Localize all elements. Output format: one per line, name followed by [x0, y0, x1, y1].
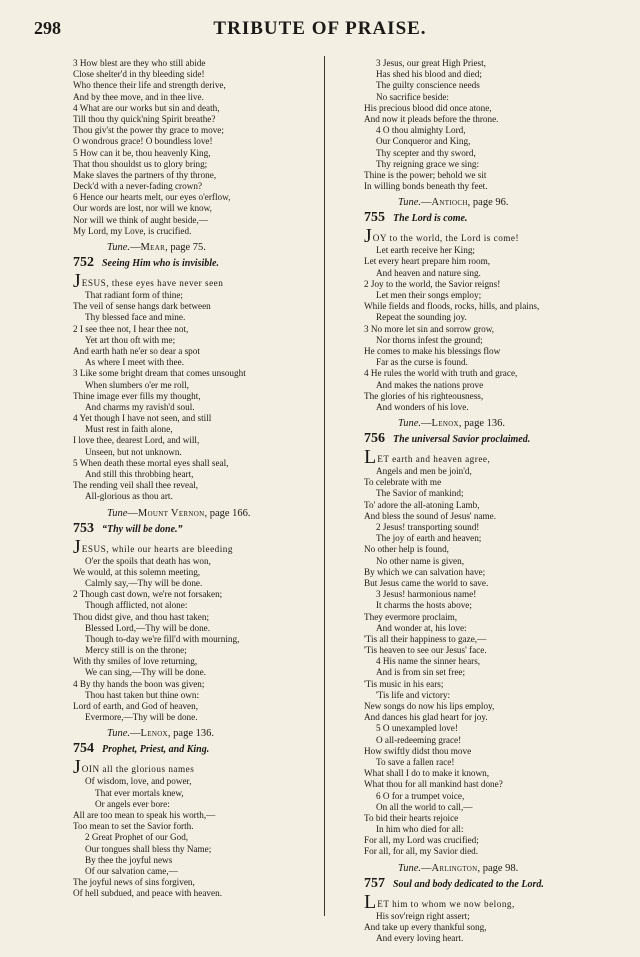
- first-line-text: OIN all the glorious names: [81, 764, 195, 775]
- verse-line: 3 Jesus, our great High Priest,: [376, 58, 486, 68]
- verse-line: 2 Great Prophet of our God,: [85, 832, 189, 843]
- verse-line: The guilty conscience needs: [376, 80, 480, 91]
- tune-prefix: Tune.: [398, 418, 422, 430]
- verse-line: Thine image ever fills my thought,: [73, 390, 201, 401]
- verse-line: Deck'd with a never-fading crown?: [73, 181, 203, 192]
- verse-line: Thy reigning grace we sing:: [376, 158, 480, 169]
- hymn-751-continuation: [73, 58, 325, 237]
- hymn-heading: [73, 522, 325, 537]
- verse-line: Nor will we think of aught beside,—: [73, 214, 208, 225]
- first-line-text: ESUS, these eyes have never seen: [81, 278, 224, 288]
- verse-line: What shall I do to make it known,: [364, 768, 490, 779]
- verse-line: 5 When death these mortal eyes shall seal,: [73, 457, 229, 468]
- verse-line: That radiant form of thine;: [85, 290, 183, 300]
- verse-line: And earth hath ne'er so dear a spot: [73, 345, 200, 356]
- hymn-heading: [73, 256, 325, 271]
- tune-line: [364, 862, 626, 875]
- verse-line: 4 His name the sinner hears,: [376, 656, 481, 667]
- verse-line: And charms my ravish'd soul.: [85, 401, 195, 412]
- verse-line: The joy of earth and heaven;: [376, 533, 482, 544]
- verse-line: In him who died for all:: [376, 824, 464, 835]
- verse-line: And heaven and nature sing.: [376, 267, 481, 278]
- verse-line: Mercy still is on the throne;: [85, 645, 187, 656]
- verse-line: Thou didst give, and thou hast taken;: [73, 611, 210, 622]
- verse-line: The glories of his righteousness,: [364, 390, 484, 401]
- drop-cap: J: [73, 757, 81, 777]
- verse-line: Let men their songs employ;: [376, 290, 482, 300]
- verse-line: O'er the spoils that death has won,: [85, 555, 211, 566]
- verse-line: Though to-day we're fill'd with mourning,: [85, 633, 240, 644]
- drop-cap: J: [73, 271, 81, 290]
- verse-line: His precious blood did once atone,: [364, 102, 492, 113]
- verse-line: Thou hast taken but thine own:: [85, 689, 200, 700]
- verse-line: What thou for all mankind hast done?: [364, 779, 503, 790]
- verse-line: Evermore,—Thy will be done.: [85, 712, 198, 723]
- verse-line: By which we can salvation have;: [364, 566, 486, 577]
- tune-dash: —: [421, 197, 432, 209]
- verse-line: My Lord, my Love, is crucified.: [73, 225, 192, 236]
- tune-line: [73, 507, 325, 520]
- verse-line: Who thence their life and strength derive,: [73, 80, 226, 91]
- verse-line: 3 How blest are they who still abide: [73, 58, 206, 68]
- verse-line: O wondrous grace! O boundless love!: [73, 136, 213, 147]
- verse-line: All-glorious as thou art.: [85, 491, 173, 502]
- verse-line: O all-redeeming grace!: [376, 734, 462, 745]
- drop-cap: L: [364, 891, 377, 911]
- verse-line: How swiftly didst thou move: [364, 745, 472, 756]
- tune-page: , page 98.: [477, 862, 519, 874]
- verse-line: And still this throbbing heart,: [85, 469, 194, 479]
- verse-line: And wonders of his love.: [376, 401, 469, 412]
- tune-page: , page 136.: [458, 418, 505, 430]
- verse-line: And bless the sound of Jesus' name.: [364, 510, 497, 521]
- verse-line: And is from sin set free;: [376, 667, 466, 678]
- tune-line: [364, 196, 626, 209]
- first-line-text: ESUS, while our hearts are bleeding: [81, 543, 233, 554]
- verse-line: Let earth receive her King;: [376, 245, 475, 256]
- verse-line: And dances his glad heart for joy.: [364, 712, 488, 723]
- hymn-title: “Thy will be done.”: [102, 523, 183, 535]
- verse-line: Though afflicted, not alone:: [85, 600, 188, 611]
- hymn-first-line: [73, 271, 325, 290]
- verse-line: Repeat the sounding joy.: [376, 312, 467, 323]
- verse-line: We would, at this solemn meeting,: [73, 566, 201, 577]
- tune-name: Arlington: [431, 862, 478, 874]
- hymn-753: [73, 507, 325, 724]
- verse-line: Thou giv'st the power thy grace to move;: [73, 125, 224, 136]
- verse-line: For all, for all, my Savior died.: [364, 846, 479, 857]
- verse-line: Our tongues shall bless thy Name;: [85, 843, 212, 854]
- tune-prefix: Tune.: [398, 862, 422, 874]
- first-line-text: ET earth and heaven agree,: [377, 454, 491, 465]
- verse-line: The veil of sense hangs dark between: [73, 301, 211, 312]
- verse-line: On all the world to call,—: [376, 801, 473, 812]
- verse-line: 3 Like some bright dream that comes unsought: [73, 368, 246, 379]
- verse-line: And by thee move, and in thee live.: [73, 91, 204, 102]
- hymn-number: 756: [364, 431, 385, 447]
- tune-line: [364, 417, 626, 430]
- first-line-text: OY to the world, the Lord is come!: [372, 233, 520, 244]
- verse-line: 2 Joy to the world, the Savior reigns!: [364, 278, 501, 289]
- verse-line: Nor thorns infest the ground;: [376, 334, 483, 345]
- verse-line: New songs do now his lips employ,: [364, 701, 495, 711]
- verse-line: 6 Hence our hearts melt, our eyes o'erflow,: [73, 192, 231, 203]
- hymn-title: Prophet, Priest, and King.: [102, 744, 210, 756]
- tune-name: Antioch: [431, 197, 468, 209]
- tune-dash: —: [130, 728, 141, 740]
- drop-cap: J: [364, 226, 372, 246]
- hymn-number: 753: [73, 520, 94, 536]
- verse-line: 'Tis all their happiness to gaze,—: [364, 633, 487, 644]
- tune-prefix: Tune.: [398, 197, 422, 209]
- verse-line: And every loving heart.: [376, 933, 464, 943]
- hymn-number: 754: [73, 741, 94, 757]
- verse-line: That ever mortals knew,: [95, 787, 184, 798]
- verse-line: 'Tis music in his ears;: [364, 678, 444, 689]
- tune-page: , page 136.: [167, 728, 214, 740]
- tune-name: Lenox: [431, 418, 459, 430]
- verse-line: He comes to make his blessings flow: [364, 345, 501, 356]
- verse-line: Angels and men be join'd,: [376, 466, 472, 477]
- verse-line: As where I meet with thee.: [85, 357, 184, 368]
- hymn-title: The Lord is come.: [393, 213, 468, 225]
- tune-prefix: Tune.: [107, 728, 131, 740]
- verse-line: The joyful news of sins forgiven,: [73, 877, 195, 888]
- verse-line: Of hell subdued, and peace with heaven.: [73, 888, 222, 899]
- verse-line: When slumbers o'er me roll,: [85, 379, 189, 390]
- verse-line: To save a fallen race!: [376, 756, 455, 767]
- verse-line: Make slaves the partners of thy throne,: [73, 169, 217, 180]
- tune-page: , page 166.: [204, 507, 251, 519]
- verse-line: 4 By thy hands the boon was given;: [73, 678, 205, 689]
- verse-line: 'Tis life and victory:: [376, 689, 451, 700]
- page-number: 298: [34, 18, 61, 38]
- verse-line: 6 O for a trumpet voice,: [376, 790, 465, 801]
- verse-line: Thine is the power; behold we sit: [364, 169, 487, 180]
- hymn-title: Soul and body dedicated to the Lord.: [393, 878, 544, 890]
- verse-line: 4 What are our works but sin and death,: [73, 102, 220, 113]
- hymn-title: The universal Savior proclaimed.: [393, 434, 531, 446]
- hymn-first-line: [73, 757, 325, 776]
- verse-line: Our words are lost, nor will we know,: [73, 203, 212, 214]
- drop-cap: L: [364, 447, 377, 467]
- hymn-754-continuation: [364, 58, 626, 192]
- tune-prefix: Tune: [107, 507, 128, 519]
- verse-line: And take up every thankful song,: [364, 921, 487, 932]
- tune-dash: —: [130, 242, 141, 253]
- verse-line: Close shelter'd in thy bleeding side!: [73, 69, 205, 80]
- verse-line: His sov'reign right assert;: [376, 910, 470, 921]
- verse-line: For all, my Lord was crucified;: [364, 835, 479, 846]
- verse-line: 5 How can it be, thou heavenly King,: [73, 147, 211, 158]
- right-column: [364, 58, 626, 944]
- verse-line: 3 No more let sin and sorrow grow,: [364, 323, 495, 334]
- verse-line: Must rest in faith alone,: [85, 424, 173, 435]
- verse-line: To bid their hearts rejoice: [364, 812, 459, 823]
- verse-line: No other name is given,: [376, 555, 465, 566]
- hymn-756: [364, 417, 626, 858]
- verse-line: Unseen, but not unknown.: [85, 446, 182, 457]
- verse-line: By thee the joyful news: [85, 854, 173, 865]
- tune-dash: —: [421, 862, 432, 874]
- verse-line: With thy smiles of love returning,: [73, 656, 198, 667]
- verse-line: To celebrate with me: [364, 477, 442, 488]
- tune-prefix: Tune.: [107, 242, 131, 253]
- hymn-heading: [364, 211, 626, 226]
- verse-line: 2 Though cast down, we're not forsaken;: [73, 589, 223, 600]
- hymn-first-line: [364, 226, 626, 245]
- hymn-first-line: [364, 892, 626, 911]
- verse-line: In willing bonds beneath thy feet.: [364, 181, 488, 192]
- verse-line: Too mean to set the Savior forth.: [73, 821, 194, 832]
- drop-cap: J: [73, 536, 81, 556]
- hymn-title: Seeing Him who is invisible.: [102, 258, 219, 269]
- tune-line: [73, 727, 325, 740]
- verse-line: Lord of earth, and God of heaven,: [73, 701, 199, 711]
- hymn-755: [364, 196, 626, 413]
- verse-line: But Jesus came the world to save.: [364, 577, 489, 588]
- verse-line: Or angels ever bore:: [95, 798, 170, 809]
- verse-line: 4 Yet though I have not seen, and still: [73, 413, 212, 424]
- verse-line: And wonder at, his love:: [376, 622, 467, 633]
- tune-dash: —: [127, 507, 138, 519]
- verse-line: While fields and floods, rocks, hills, and plains,: [364, 301, 540, 312]
- verse-line: The Savior of mankind;: [376, 488, 464, 499]
- verse-line: No other help is found,: [364, 544, 449, 555]
- verse-line: The rending veil shall thee reveal,: [73, 480, 199, 491]
- verse-line: 4 He rules the world with truth and grace,: [364, 368, 518, 379]
- verse-line: Let every heart prepare him room,: [364, 256, 491, 267]
- page-title: TRIBUTE OF PRAISE.: [213, 18, 427, 39]
- hymn-heading: [73, 742, 325, 757]
- hymn-number: 757: [364, 875, 385, 891]
- hymn-heading: [364, 877, 626, 892]
- page-header: [0, 0, 640, 48]
- tune-line: [73, 241, 325, 254]
- verse-line: Calmly say,—Thy will be done.: [85, 577, 203, 588]
- verse-line: 2 Jesus! transporting sound!: [376, 522, 480, 532]
- tune-page: , page 96.: [467, 197, 509, 209]
- hymn-752: [73, 241, 325, 503]
- verse-line: And makes the nations prove: [376, 379, 484, 390]
- verse-line: Of our salvation came,—: [85, 865, 178, 876]
- verse-line: That thou shouldst us to glory bring;: [73, 158, 208, 169]
- tune-name: Mear: [140, 242, 166, 253]
- hymn-754: [73, 727, 325, 899]
- left-column: [73, 58, 325, 899]
- verse-line: I love thee, dearest Lord, and will,: [73, 435, 200, 446]
- verse-line: 'Tis heaven to see our Jesus' face.: [364, 645, 487, 656]
- verse-line: 3 Jesus! harmonious name!: [376, 589, 477, 600]
- verse-line: We can sing,—Thy will be done.: [85, 667, 206, 678]
- hymn-number: 755: [364, 210, 385, 226]
- first-line-text: ET him to whom we now belong,: [377, 898, 515, 909]
- hymn-757: [364, 862, 626, 945]
- verse-line: Till thou thy quick'ning Spirit breathe?: [73, 113, 216, 124]
- verse-line: 4 O thou almighty Lord,: [376, 125, 466, 136]
- verse-line: Thy scepter and thy sword,: [376, 147, 476, 158]
- tune-name: Lenox: [140, 728, 168, 740]
- verse-line: It charms the hosts above;: [376, 600, 472, 611]
- verse-line: Thy blessed face and mine.: [85, 312, 186, 323]
- tune-page: , page 75.: [165, 242, 206, 253]
- tune-name: Mount Vernon: [137, 507, 205, 519]
- verse-line: 2 I see thee not, I hear thee not,: [73, 323, 189, 334]
- verse-line: Yet art thou oft with me;: [85, 334, 176, 345]
- tune-dash: —: [421, 418, 432, 430]
- verse-line: Of wisdom, love, and power,: [85, 776, 192, 787]
- hymn-first-line: [364, 447, 626, 466]
- hymn-number: 752: [73, 255, 94, 270]
- hymn-first-line: [73, 537, 325, 556]
- verse-line: 5 O unexampled love!: [376, 723, 458, 734]
- verse-line: Has shed his blood and died;: [376, 69, 482, 80]
- verse-line: All are too mean to speak his worth,—: [73, 809, 216, 820]
- verse-line: Blessed Lord,—Thy will be done.: [85, 622, 211, 633]
- verse-line: To' adore the all-atoning Lamb,: [364, 499, 480, 510]
- verse-line: No sacrifice beside:: [376, 91, 449, 102]
- verse-line: And now it pleads before the throne.: [364, 113, 499, 124]
- verse-line: Our Conqueror and King,: [376, 136, 471, 147]
- verse-line: Far as the curse is found.: [376, 357, 468, 368]
- verse-line: They evermore proclaim,: [364, 611, 458, 622]
- hymn-heading: [364, 432, 626, 447]
